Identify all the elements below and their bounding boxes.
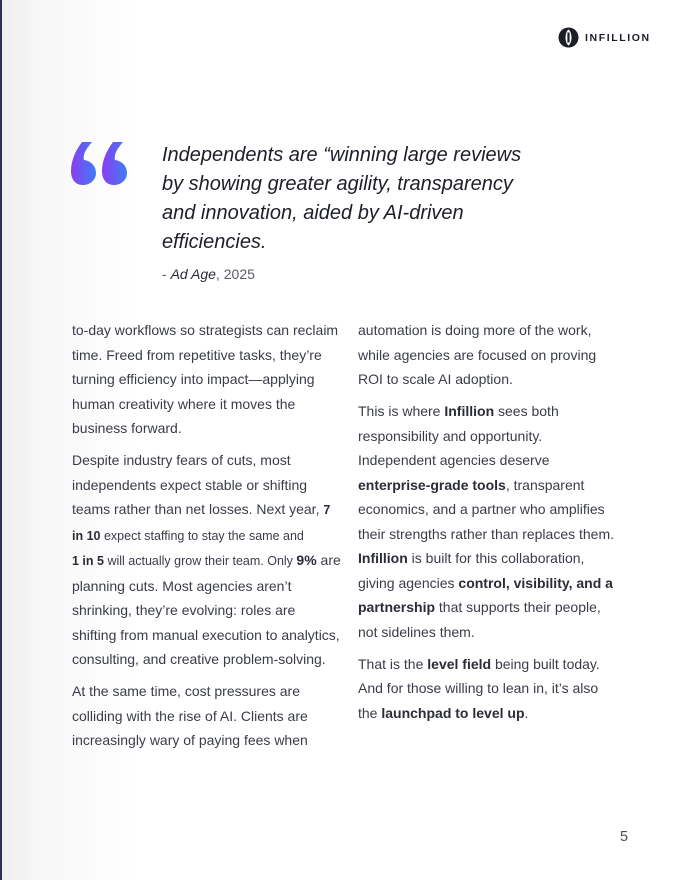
- paragraph: [358, 652, 620, 726]
- text-run: This is where: [358, 403, 445, 419]
- paragraph: automation is doing more of the work, while agencies are focused on proving ROI to scale AI adoption.: [358, 322, 597, 387]
- bold-phrase: level field: [427, 655, 492, 672]
- infillion-mark-icon: [558, 27, 579, 48]
- brand-highlight: Infillion: [358, 550, 408, 566]
- left-column: [72, 318, 342, 760]
- text-run: Despite industry fears of cuts, most independents expect stable or shifting teams rather than net losses. Next year,: [72, 452, 324, 517]
- brand-name: INFILLION: [585, 31, 651, 44]
- paragraph: At the same time, cost pressures are colliding with the rise of AI. Clients are increasingly wary of paying fees when: [72, 683, 308, 748]
- stat-highlight: 1 in 5: [72, 554, 104, 568]
- attribution-year: , 2025: [215, 266, 255, 282]
- paragraph: to-day workflows so strategists can reclaim time. Freed from repetitive tasks, they’re turning efficiency into impact—applying human creativity where it moves the business forward.: [72, 322, 339, 436]
- bold-phrase: enterprise-grade tools: [358, 476, 506, 493]
- brand-logo: [558, 27, 651, 48]
- text-run: is built for this collaboration, giving agencies: [358, 550, 585, 591]
- text-run: That is the: [358, 655, 428, 672]
- brand-highlight: Infillion: [444, 403, 495, 419]
- paragraph: [72, 448, 342, 672]
- text-run: are planning cuts. Most agencies aren’t shrinking, they’re evolving: roles are shifting from manual execution to analytics, consulting, and creative problem-solving.: [72, 552, 341, 667]
- text-run: being built today. And for those willing to lean in, it’s also the: [358, 655, 600, 721]
- bold-phrase: control, visibility, and a partnership: [358, 574, 613, 615]
- stat-highlight: 7 in 10: [72, 503, 331, 543]
- pull-quote: Independents are “winning large reviews by showing greater agility, transparency and innovation, aided by AI-driven efficiencies.: [162, 144, 522, 253]
- stat-highlight: 9%: [296, 552, 317, 568]
- attribution-prefix: -: [162, 266, 171, 282]
- text-run: , transparent economics, and a partner who amplifies their strengths rather than replaces them.: [358, 476, 615, 542]
- bold-phrase: launchpad to level up: [381, 704, 525, 721]
- page-edge-rule: [0, 0, 2, 880]
- page-number: 5: [620, 829, 629, 845]
- paragraph: [358, 399, 620, 644]
- text-run: expect staffing to stay the same and: [100, 528, 304, 543]
- text-run: that supports their people, not sidelines them.: [358, 599, 601, 640]
- text-run: .: [524, 704, 529, 721]
- attribution-source: Ad Age: [170, 266, 216, 282]
- text-run: will actually grow their team. Only: [103, 554, 297, 568]
- text-run: sees both responsibility and opportunity. Independent agencies deserve: [358, 403, 559, 468]
- right-column: [358, 318, 620, 733]
- quote-attribution: [162, 266, 255, 282]
- quote-mark-icon: [70, 140, 130, 186]
